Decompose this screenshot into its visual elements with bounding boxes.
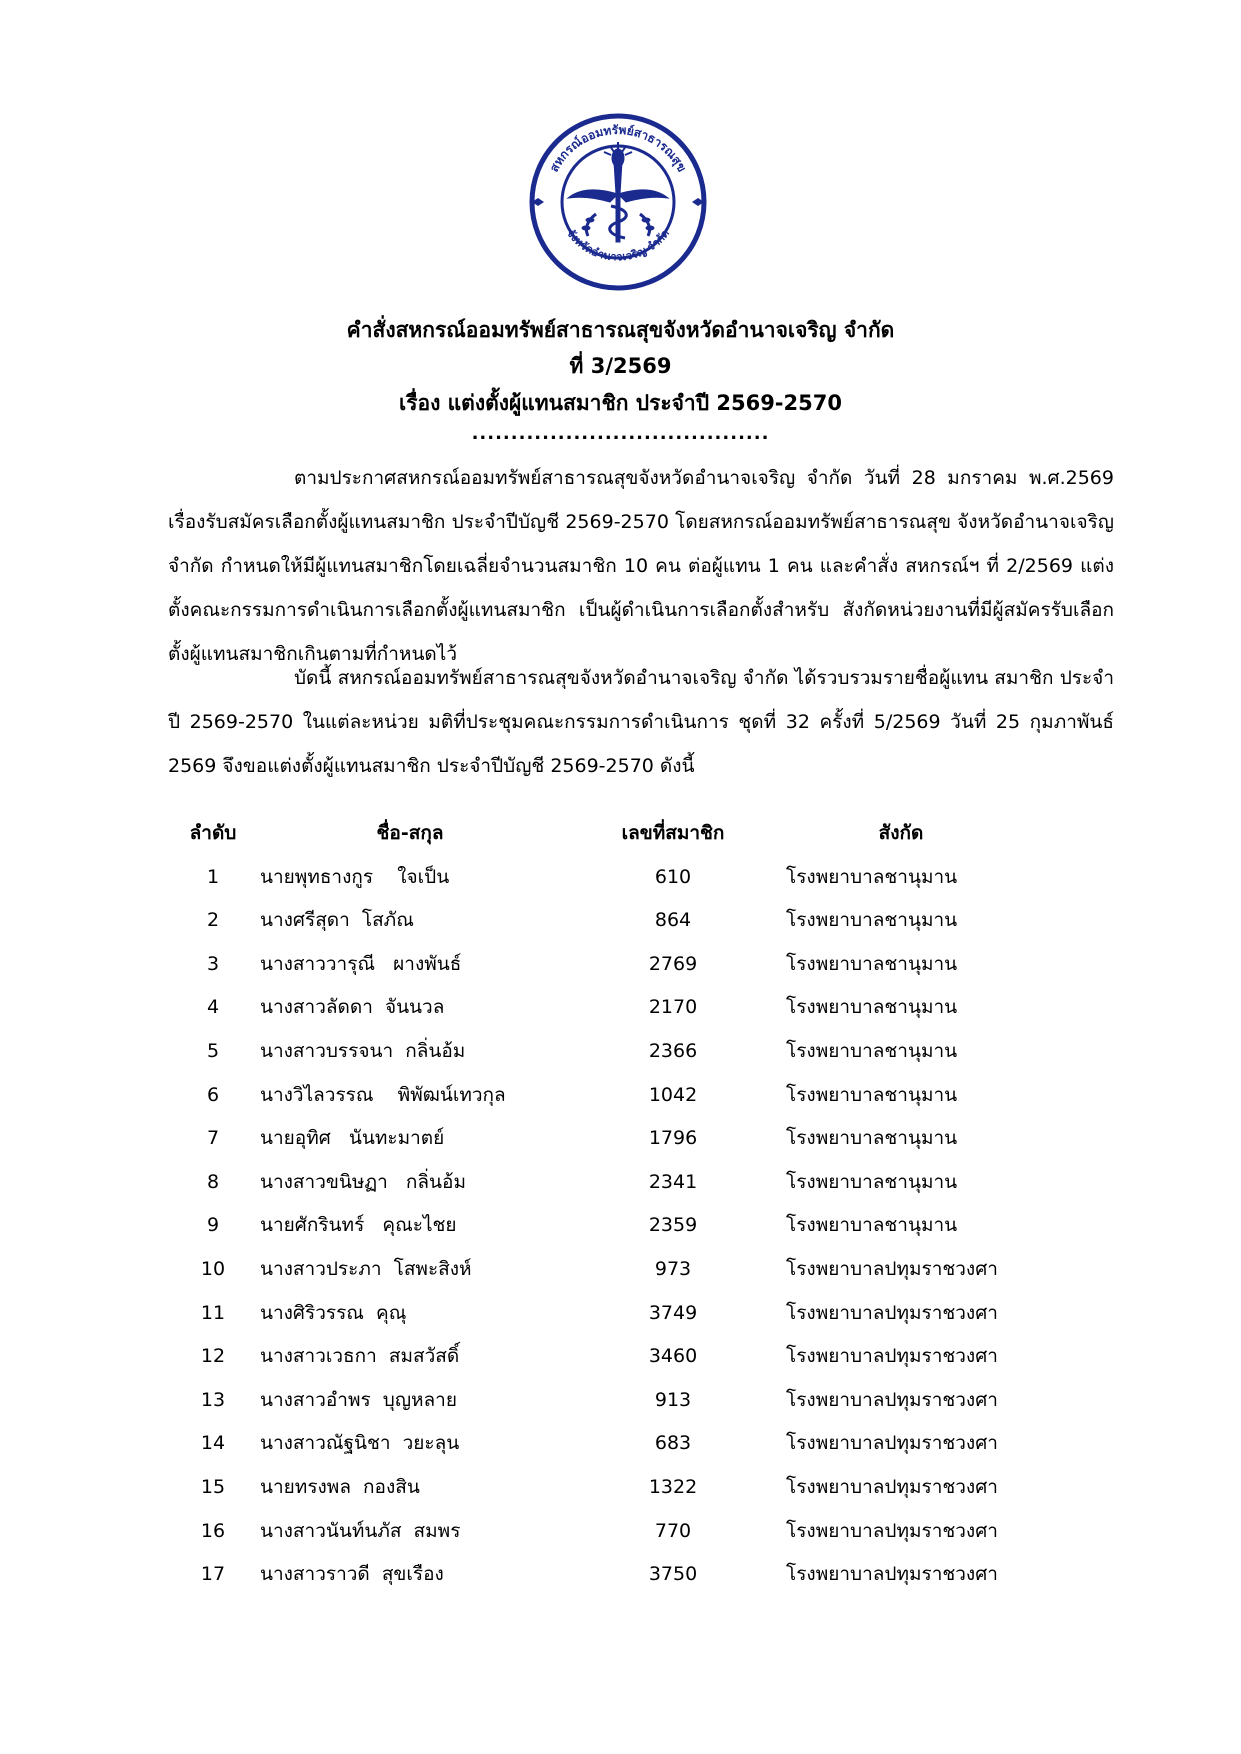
member-dept: โรงพยาบาลชานุมาน <box>786 865 958 888</box>
table-row <box>168 986 1068 1030</box>
header-member-no: เลขที่สมาชิก <box>621 822 725 844</box>
member-dept: โรงพยาบาลปทุมราชวงศา <box>786 1475 998 1498</box>
row-number: 10 <box>200 1257 226 1280</box>
member-number: 2359 <box>648 1214 698 1237</box>
order-number: ที่ 3/2569 <box>569 354 672 378</box>
paragraph-appointment <box>168 656 1114 788</box>
cooperative-logo <box>518 102 718 302</box>
row-number: 8 <box>206 1170 220 1193</box>
member-name: นางสาวณัฐนิชา วยะลุน <box>260 1432 460 1455</box>
member-name: นางสาวอำพร บุญหลาย <box>260 1388 457 1411</box>
member-name: นางศรีสุดา โสภัณ <box>260 909 414 932</box>
row-number: 12 <box>200 1345 226 1368</box>
member-number: 1796 <box>648 1127 698 1150</box>
member-number: 3460 <box>648 1345 698 1368</box>
order-subject: เรื่อง แต่งตั้งผู้แทนสมาชิก ประจำปี 2569-2570 <box>399 391 842 415</box>
paragraph-announcement-text: ตามประกาศสหกรณ์ออมทรัพย์สาธารณสุขจังหวัดอำนาจเจริญ จำกัด วันที่ 28 มกราคม พ.ศ.2569 เรื่องรับสมัครเลือกตั้งผู้แทนสมาชิก ประจำปีบัญชี 2569-2570 โดยสหกรณ์ออมทรัพย์สาธารณสุข จังหวัดอำนาจเจริญ จำกัด กำหนดให้มีผู้แทนสมาชิกโดยเฉลี่ยจำนวนสมาชิก 10 คน ต่อผู้แทน 1 คน และคำสั่ง สหกรณ์ฯ ที่ 2/2569 แต่งตั้งคณะกรรมการดำเนินการเลือกตั้งผู้แทนสมาชิก เป็นผู้ดำเนินการเลือกตั้งสำหรับ สังกัดหน่วยงานที่มีผู้สมัครรับเลือกตั้งผู้แทนสมาชิกเกินตามที่กำหนดไว้ <box>168 467 1114 665</box>
table-row <box>168 856 1068 900</box>
table-row <box>168 943 1068 987</box>
member-dept: โรงพยาบาลชานุมาน <box>786 996 958 1019</box>
logo-top-text: สหกรณ์ออมทรัพย์สาธารณสุข <box>546 122 690 175</box>
member-dept: โรงพยาบาลชานุมาน <box>786 1170 958 1193</box>
row-number: 9 <box>206 1214 220 1237</box>
table-row <box>168 1292 1068 1336</box>
row-number: 2 <box>206 909 220 932</box>
paragraph-appointment-text: บัดนี้ สหกรณ์ออมทรัพย์สาธารณสุขจังหวัดอำนาจเจริญ จำกัด ได้รวบรวมรายชื่อผู้แทน สมาชิก ประจำปี 2569-2570 ในแต่ละหน่วย มติที่ประชุมคณะกรรมการดำเนินการ ชุดที่ 32 ครั้งที่ 5/2569 วันที่ 25 กุมภาพันธ์ 2569 จึงขอแต่งตั้งผู้แทนสมาชิก ประจำปีบัญชี 2569-2570 ดังนี้ <box>168 667 1114 777</box>
member-number: 2341 <box>648 1170 698 1193</box>
table-row <box>168 1074 1068 1118</box>
member-number: 1042 <box>648 1083 698 1106</box>
member-name: นายทรงพล กองสิน <box>260 1475 420 1498</box>
member-name: นางสาวนันท์นภัส สมพร <box>260 1519 461 1542</box>
member-number: 973 <box>654 1257 692 1280</box>
header-no: ลำดับ <box>189 822 237 844</box>
member-number: 913 <box>654 1388 692 1411</box>
row-number: 14 <box>200 1432 226 1455</box>
member-dept: โรงพยาบาลปทุมราชวงศา <box>786 1301 998 1324</box>
member-name: นางสาวขนิษฏา กลิ่นอ้ม <box>260 1170 466 1193</box>
member-dept: โรงพยาบาลชานุมาน <box>786 1127 958 1150</box>
header-name: ชื่อ-สกุล <box>376 822 444 844</box>
member-dept: โรงพยาบาลปทุมราชวงศา <box>786 1563 998 1586</box>
row-number: 5 <box>206 1039 220 1062</box>
table-row <box>168 1204 1068 1248</box>
member-name: นางสาวเวธกา สมสวัสดิ์ <box>260 1345 460 1368</box>
table-row <box>168 1379 1068 1423</box>
member-dept: โรงพยาบาลชานุมาน <box>786 1214 958 1237</box>
member-dept: โรงพยาบาลปทุมราชวงศา <box>786 1388 998 1411</box>
header-dept: สังกัด <box>878 822 924 844</box>
member-name: นางสาวประภา โสพะสิงห์ <box>260 1257 472 1280</box>
table-row <box>168 1422 1068 1466</box>
table-row <box>168 899 1068 943</box>
table-row <box>168 1161 1068 1205</box>
member-name: นางศิริวรรณ คุณุ <box>260 1301 407 1324</box>
row-number: 6 <box>206 1083 220 1106</box>
paragraph-announcement <box>168 456 1114 676</box>
row-number: 16 <box>200 1519 226 1542</box>
table-row <box>168 1510 1068 1554</box>
member-number: 2170 <box>648 996 698 1019</box>
member-number: 2769 <box>648 952 698 975</box>
member-number: 3750 <box>648 1563 698 1586</box>
member-number: 683 <box>654 1432 692 1455</box>
member-number: 610 <box>654 865 692 888</box>
member-dept: โรงพยาบาลชานุมาน <box>786 1039 958 1062</box>
member-name: นางสาวราวดี สุขเรือง <box>260 1563 444 1586</box>
member-number: 770 <box>654 1519 692 1542</box>
separator-dots: ...................................... <box>471 423 770 444</box>
table-row <box>168 1117 1068 1161</box>
member-name: นางวิไลวรรณ พิพัฒน์เทวกุล <box>260 1083 506 1106</box>
row-number: 7 <box>206 1127 220 1150</box>
member-number: 864 <box>654 909 692 932</box>
member-dept: โรงพยาบาลชานุมาน <box>786 952 958 975</box>
row-number: 15 <box>200 1475 226 1498</box>
member-name: นางสาวลัดดา จันนวล <box>260 996 445 1019</box>
member-dept: โรงพยาบาลชานุมาน <box>786 1083 958 1106</box>
table-row <box>168 1553 1068 1597</box>
logo-bottom-text: จังหวัดอำนาจเจริญ จำกัด <box>564 226 672 264</box>
row-number: 13 <box>200 1388 226 1411</box>
member-dept: โรงพยาบาลปทุมราชวงศา <box>786 1519 998 1542</box>
row-number: 4 <box>206 996 220 1019</box>
representatives-table <box>168 812 1068 1597</box>
row-number: 17 <box>200 1563 226 1586</box>
row-number: 3 <box>206 952 220 975</box>
member-name: นางสาววารุณี ผางพันธ์ <box>260 952 462 975</box>
member-dept: โรงพยาบาลชานุมาน <box>786 909 958 932</box>
member-dept: โรงพยาบาลปทุมราชวงศา <box>786 1345 998 1368</box>
member-dept: โรงพยาบาลปทุมราชวงศา <box>786 1432 998 1455</box>
table-row <box>168 1030 1068 1074</box>
table-row <box>168 1335 1068 1379</box>
table-row <box>168 1466 1068 1510</box>
member-dept: โรงพยาบาลปทุมราชวงศา <box>786 1257 998 1280</box>
member-name: นายพุทธางกูร ใจเป็น <box>260 865 450 888</box>
member-number: 1322 <box>648 1475 698 1498</box>
row-number: 11 <box>200 1301 226 1324</box>
order-title: คำสั่งสหกรณ์ออมทรัพย์สาธารณสุขจังหวัดอำนาจเจริญ จำกัด <box>346 318 895 342</box>
member-name: นางสาวบรรจนา กลิ่นอ้ม <box>260 1039 466 1062</box>
cooperative-seal-icon <box>518 102 718 302</box>
table-row <box>168 1248 1068 1292</box>
member-number: 3749 <box>648 1301 698 1324</box>
member-name: นายศักรินทร์ คุณะไชย <box>260 1214 457 1237</box>
row-number: 1 <box>206 865 220 888</box>
member-number: 2366 <box>648 1039 698 1062</box>
table-header-row <box>168 812 1068 856</box>
member-name: นายอุทิศ นันทะมาตย์ <box>260 1127 445 1150</box>
